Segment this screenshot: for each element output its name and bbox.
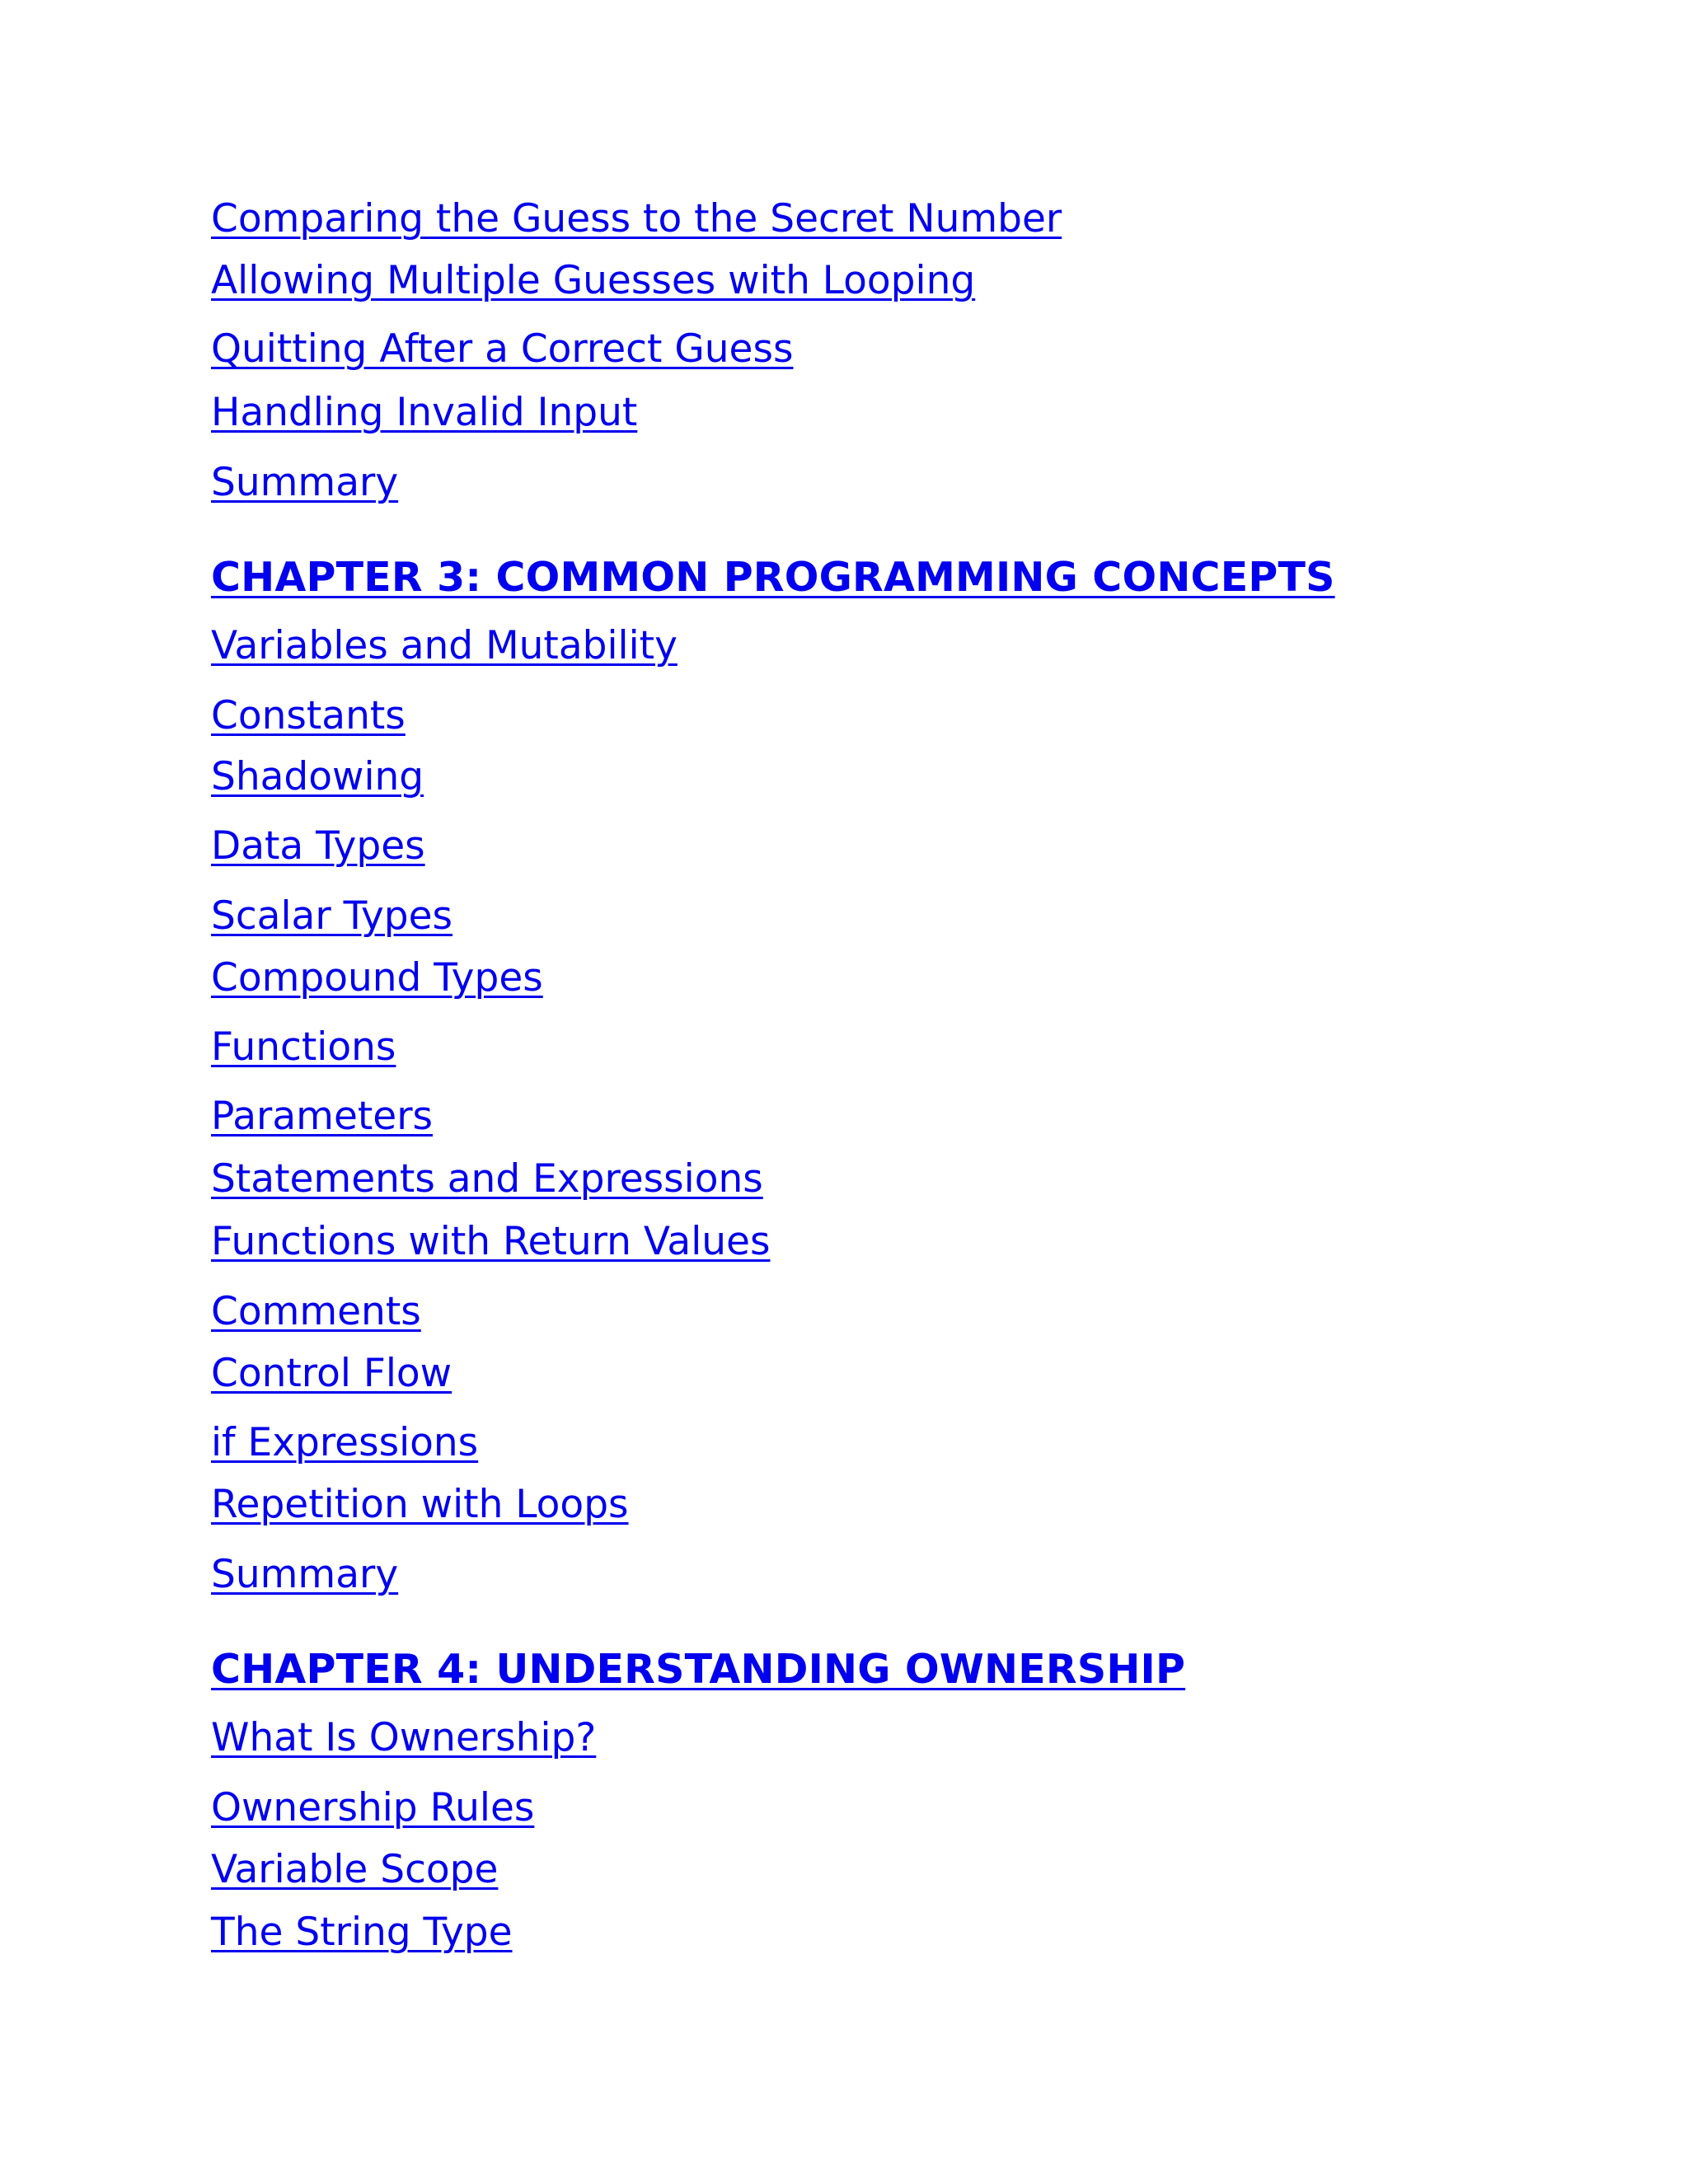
- toc-link-functions[interactable]: Functions: [211, 1024, 396, 1070]
- toc-link-compound-types[interactable]: Compound Types: [211, 955, 543, 1001]
- toc-link-comparing-guess[interactable]: Comparing the Guess to the Secret Number: [211, 196, 1062, 241]
- toc-link-string-type[interactable]: The String Type: [211, 1910, 513, 1955]
- toc-link-what-is-ownership[interactable]: What Is Ownership?: [211, 1715, 597, 1760]
- toc-link-ownership-rules[interactable]: Ownership Rules: [211, 1785, 535, 1830]
- toc-link-control-flow[interactable]: Control Flow: [211, 1351, 452, 1396]
- toc-link-loops[interactable]: Repetition with Loops: [211, 1482, 629, 1527]
- toc-link-statements-expressions[interactable]: Statements and Expressions: [211, 1156, 763, 1202]
- toc-link-variable-scope[interactable]: Variable Scope: [211, 1847, 499, 1892]
- toc-link-summary-ch3[interactable]: Summary: [211, 1552, 399, 1597]
- toc-link-parameters[interactable]: Parameters: [211, 1094, 434, 1139]
- toc-chapter-4[interactable]: CHAPTER 4: UNDERSTANDING OWNERSHIP: [211, 1646, 1186, 1693]
- toc-link-comments[interactable]: Comments: [211, 1289, 421, 1334]
- toc-link-if-expressions[interactable]: if Expressions: [211, 1420, 479, 1465]
- toc-link-scalar-types[interactable]: Scalar Types: [211, 893, 453, 939]
- toc-link-variables-mutability[interactable]: Variables and Mutability: [211, 623, 678, 668]
- toc-link-constants[interactable]: Constants: [211, 693, 406, 738]
- toc-link-return-values[interactable]: Functions with Return Values: [211, 1219, 771, 1264]
- toc-link-shadowing[interactable]: Shadowing: [211, 754, 424, 799]
- toc-chapter-3[interactable]: CHAPTER 3: COMMON PROGRAMMING CONCEPTS: [211, 554, 1335, 601]
- toc-link-summary-ch2[interactable]: Summary: [211, 460, 399, 505]
- toc-link-quitting[interactable]: Quitting After a Correct Guess: [211, 326, 794, 372]
- toc-link-multiple-guesses[interactable]: Allowing Multiple Guesses with Looping: [211, 258, 976, 303]
- toc-link-invalid-input[interactable]: Handling Invalid Input: [211, 390, 638, 435]
- toc-link-data-types[interactable]: Data Types: [211, 823, 425, 869]
